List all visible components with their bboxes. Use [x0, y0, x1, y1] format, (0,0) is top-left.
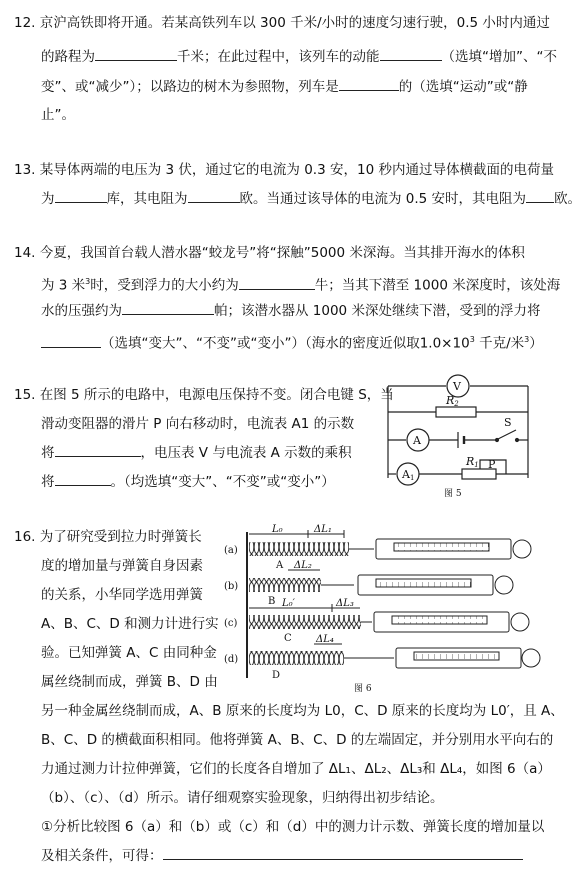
fig6-label-c-row: (c)	[224, 618, 238, 629]
q12-line1: 12. 京沪高铁即将开通。若某高铁列车以 300 千米/小时的速度匀速行驶，0.5 小时内通过	[14, 15, 550, 31]
q13-line2: 为 库，其电阻为 欧。当通过该导体的电流为 0.5 安时，其电阻为 欧。	[41, 191, 581, 207]
fig5-label-r2: R2	[446, 394, 459, 408]
q14-line2: 为 3 米$^3$时，受到浮力的大小约为 牛；当其下潜至 1000 米深度时，该处海	[41, 277, 561, 294]
q13-blank-resistance[interactable]	[188, 190, 240, 203]
q15-line3: 将 ，电压表 V 与电流表 A 示数的乘积	[41, 445, 352, 461]
spring-b	[249, 578, 321, 592]
q15-blank-product[interactable]	[55, 473, 111, 486]
q14-blank-pressure[interactable]	[122, 302, 214, 315]
q16-line12: 及相关条件，可得：	[41, 847, 523, 865]
q14-line4: （选填“变大”、“不变”或“变小”）（海水的密度近似取$1.0\times 10^3$ 千克/米$^3$）	[41, 331, 543, 353]
q16-line10: （b）、（c）、（d）所示。请仔细观察实验现象，归纳得出初步结论。	[41, 790, 444, 806]
q13-blank-charge[interactable]	[55, 190, 107, 203]
q12-blank-kinetic[interactable]	[380, 48, 442, 61]
q12-line4: 止”。	[41, 107, 75, 123]
switch-s	[498, 430, 516, 439]
fig6-spring-b: B	[268, 596, 276, 607]
q14-blank-buoyancy[interactable]	[239, 277, 315, 290]
q16-line5: 验。已知弹簧 A、C 由同种金	[41, 645, 217, 661]
spring-a	[249, 542, 349, 556]
q16-line3: 的关系，小华同学选用弹簧	[41, 587, 203, 603]
q12-blank-distance[interactable]	[95, 48, 177, 61]
q14-line1: 14. 今夏，我国首台载人潜水器“蛟龙号”将“探触”5000 米深海。当其排开海水的体积	[14, 245, 525, 261]
fig5-caption: 图 5	[444, 489, 462, 499]
fig6-dl3: ΔL₃	[336, 598, 354, 609]
fig6-spring-a: A	[276, 560, 284, 571]
fig5-label-a1: A1	[402, 468, 415, 482]
fig5-label-a: A	[413, 434, 421, 447]
fig6-spring-c: C	[284, 633, 292, 644]
spring-c	[249, 615, 361, 629]
fig5-label-v: V	[453, 380, 461, 393]
fig6-dl2: ΔL₂	[294, 560, 312, 571]
q16-line4: A、B、C、D 和测力计进行实	[41, 616, 219, 632]
spring-d	[249, 651, 344, 665]
q15-line4: 将 。（均选填“变大”、“不变”或“变小”）	[41, 474, 335, 490]
fig6-label-a-row: (a)	[224, 545, 238, 556]
q14-line3: 水的压强约为 帕；该潜水器从 1000 米深处继续下潜，受到的浮力将	[41, 303, 541, 319]
fig6-label-d-row: (d)	[224, 654, 239, 665]
q16-line11: ①分析比较图 6（a）和（b）或（c）和（d）中的测力计示数、弹簧长度的增加量以	[41, 819, 545, 835]
q15-blank-a1[interactable]	[55, 444, 141, 457]
fig6-dl4: ΔL₄	[316, 634, 334, 645]
fig5-label-s: S	[504, 416, 512, 429]
q12-line3: 变”、或“减少”）；以路边的树木为参照物，列车是 的（选填“运动”或“静	[41, 79, 528, 95]
q16-line7: 另一种金属丝绕制而成，A、B 原来的长度均为 L0，C、D 原来的长度均为 L0′，且 A、	[41, 703, 564, 719]
q15-line1: 15. 在图 5 所示的电路中，电源电压保持不变。闭合电键 S，当	[14, 387, 394, 403]
fig6-caption: 图 6	[354, 684, 372, 694]
q16-line9: 力通过测力计拉伸弹簧，它们的长度各自增加了 ΔL₁、ΔL₂、ΔL₃和 ΔL₄，如图 6（a）	[41, 761, 551, 777]
q16-line1: 16. 为了研究受到拉力时弹簧长	[14, 529, 202, 545]
fig5-label-r1: R1	[466, 455, 479, 469]
resistor-r2	[436, 407, 476, 417]
q13-line1: 13. 某导体两端的电压为 3 伏，通过它的电流为 0.3 安，10 秒内通过导体横截面的电荷量	[14, 162, 554, 178]
fig6-l0-prime: L₀′	[282, 598, 295, 609]
q16-line2: 度的增加量与弹簧自身因素	[41, 558, 203, 574]
figure6-springs	[224, 526, 542, 694]
q16-line8: B、C、D 的横截面积相同。他将弹簧 A、B、C、D 的左端固定，并分别用水平向右的	[41, 732, 554, 748]
fig6-dl1: ΔL₁	[314, 524, 332, 535]
figure5-circuit	[378, 372, 538, 500]
q14-blank-change[interactable]	[41, 335, 101, 348]
q12-blank-motion[interactable]	[339, 78, 399, 91]
q13-blank-resistance2[interactable]	[526, 190, 554, 203]
q16-blank-conclusion[interactable]	[163, 847, 523, 860]
fig6-l0: L₀	[272, 524, 283, 535]
fig5-label-p: P	[488, 458, 496, 471]
fig6-label-b-row: (b)	[224, 581, 239, 592]
q16-line6: 属丝绕制而成，弹簧 B、D 由	[41, 674, 218, 690]
q12-line2: 的路程为 千米；在此过程中，该列车的动能 （选填“增加”、“不	[41, 49, 557, 65]
fig6-spring-d: D	[272, 670, 281, 681]
q15-line2: 滑动变阻器的滑片 P 向右移动时，电流表 A1 的示数	[41, 416, 355, 432]
